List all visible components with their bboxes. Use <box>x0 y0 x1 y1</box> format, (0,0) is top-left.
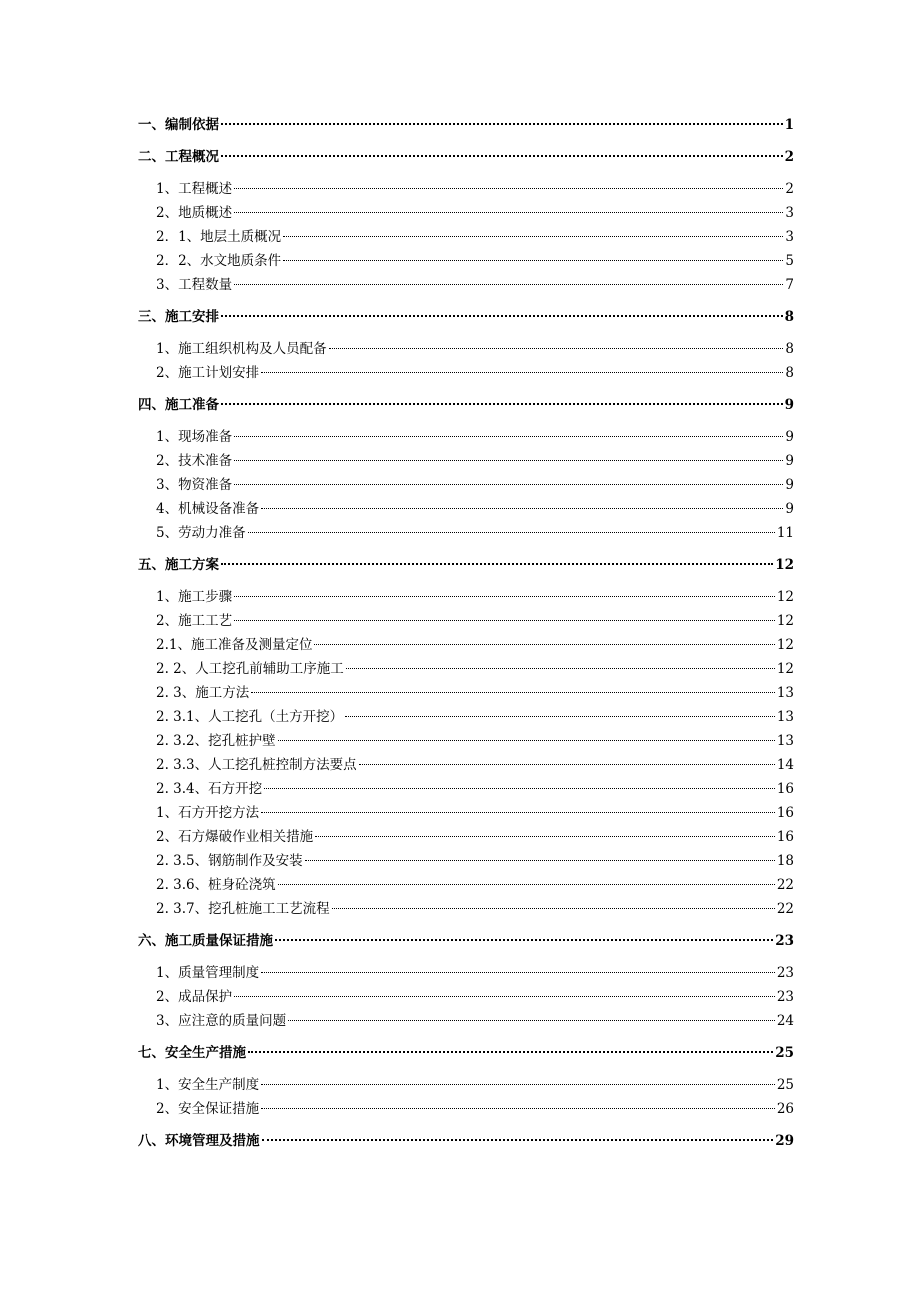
toc-dot-leader <box>264 788 775 789</box>
toc-entry-page-number: 12 <box>775 557 794 573</box>
toc-entry-title: 2. 3.5、钢筋制作及安装 <box>156 853 303 869</box>
toc-section-entry[interactable] <box>138 1073 794 1097</box>
toc-entry-page-number: 23 <box>775 933 794 949</box>
toc-entry-title: 1、石方开挖方法 <box>156 805 260 821</box>
toc-entry-page-number: 13 <box>776 685 794 701</box>
toc-entry-title: 七、安全生产措施 <box>138 1045 246 1061</box>
toc-entry-title: 2. 3.3、人工挖孔桩控制方法要点 <box>156 757 357 773</box>
toc-section-entry[interactable] <box>138 873 794 897</box>
toc-dot-leader <box>278 884 775 885</box>
toc-dot-leader <box>251 692 775 693</box>
toc-entry-title: 5、劳动力准备 <box>156 525 246 541</box>
toc-entry-title: 四、施工准备 <box>138 397 219 413</box>
toc-entry-page-number: 7 <box>785 277 794 293</box>
toc-section-entry[interactable] <box>138 985 794 1009</box>
toc-entry-page-number: 11 <box>776 525 794 541</box>
toc-entry-title: 三、施工安排 <box>138 309 219 325</box>
toc-section-entry[interactable] <box>138 1009 794 1033</box>
toc-dot-leader <box>234 212 783 213</box>
toc-entry-page-number: 9 <box>785 501 794 517</box>
toc-entry-title: 1、施工组织机构及人员配备 <box>156 341 327 357</box>
toc-entry-page-number: 9 <box>785 453 794 469</box>
toc-entry-title: 2．2、水文地质条件 <box>156 253 282 269</box>
toc-section-entry[interactable] <box>138 681 794 705</box>
toc-dot-leader <box>221 155 783 157</box>
toc-entry-page-number: 3 <box>785 205 794 221</box>
toc-entry-page-number: 12 <box>776 613 794 629</box>
toc-dot-leader <box>234 596 775 597</box>
toc-entry-page-number: 29 <box>775 1133 794 1149</box>
toc-dot-leader <box>346 668 775 669</box>
toc-entry-page-number: 3 <box>785 229 794 245</box>
toc-dot-leader <box>234 436 783 437</box>
toc-dot-leader <box>261 1108 775 1109</box>
toc-section-entry[interactable] <box>138 177 794 201</box>
toc-entry-title: 一、编制依据 <box>138 117 219 133</box>
toc-entry-title: 二、工程概况 <box>138 149 219 165</box>
toc-chapter-entry[interactable] <box>138 393 794 417</box>
toc-entry-title: 2. 3、施工方法 <box>156 685 250 701</box>
toc-chapter-entry[interactable] <box>138 1129 794 1153</box>
toc-section-entry[interactable] <box>138 729 794 753</box>
toc-entry-title: 六、施工质量保证措施 <box>138 933 273 949</box>
toc-section-entry[interactable] <box>138 801 794 825</box>
toc-dot-leader <box>262 1139 774 1141</box>
toc-entry-page-number: 23 <box>776 965 794 981</box>
toc-dot-leader <box>221 315 783 317</box>
toc-section-entry[interactable] <box>138 609 794 633</box>
toc-entry-title: 2、安全保证措施 <box>156 1101 260 1117</box>
toc-dot-leader <box>283 236 783 237</box>
toc-chapter-entry[interactable] <box>138 929 794 953</box>
toc-section-entry[interactable] <box>138 753 794 777</box>
toc-dot-leader <box>288 1020 775 1021</box>
toc-section-entry[interactable] <box>138 521 794 545</box>
toc-chapter-entry[interactable] <box>138 553 794 577</box>
toc-section-entry[interactable] <box>138 473 794 497</box>
toc-chapter-entry[interactable] <box>138 305 794 329</box>
toc-section-entry[interactable] <box>138 337 794 361</box>
toc-entry-page-number: 16 <box>776 805 794 821</box>
toc-section-entry[interactable] <box>138 585 794 609</box>
toc-section-entry[interactable] <box>138 497 794 521</box>
toc-entry-title: 1、安全生产制度 <box>156 1077 260 1093</box>
toc-entry-title: 2、石方爆破作业相关措施 <box>156 829 314 845</box>
toc-entry-page-number: 9 <box>784 397 794 413</box>
toc-section-entry[interactable] <box>138 657 794 681</box>
toc-entry-page-number: 14 <box>776 757 794 773</box>
toc-entry-title: 4、机械设备准备 <box>156 501 260 517</box>
toc-section-entry[interactable] <box>138 961 794 985</box>
toc-dot-leader <box>221 123 783 125</box>
toc-dot-leader <box>261 508 783 509</box>
toc-dot-leader <box>345 716 775 717</box>
toc-entry-page-number: 23 <box>776 989 794 1005</box>
toc-section-entry[interactable] <box>138 705 794 729</box>
toc-entry-title: 2、施工计划安排 <box>156 365 260 381</box>
toc-section-entry[interactable] <box>138 273 794 297</box>
toc-entry-page-number: 13 <box>776 709 794 725</box>
toc-dot-leader <box>248 532 775 533</box>
toc-entry-page-number: 24 <box>776 1013 794 1029</box>
toc-entry-page-number: 16 <box>776 829 794 845</box>
toc-dot-leader <box>234 460 783 461</box>
toc-entry-title: 2、地质概述 <box>156 205 233 221</box>
toc-entry-title: 1、质量管理制度 <box>156 965 260 981</box>
toc-entry-title: 2. 3.6、桩身砼浇筑 <box>156 877 276 893</box>
toc-entry-title: 2. 3.4、石方开挖 <box>156 781 263 797</box>
toc-section-entry[interactable] <box>138 897 794 921</box>
toc-chapter-entry[interactable] <box>138 145 794 169</box>
toc-section-entry[interactable] <box>138 1097 794 1121</box>
toc-entry-page-number: 1 <box>784 117 794 133</box>
toc-section-entry[interactable] <box>138 849 794 873</box>
toc-entry-title: 五、施工方案 <box>138 557 219 573</box>
toc-entry-title: 八、环境管理及措施 <box>138 1133 260 1149</box>
toc-entry-title: 1、施工步骤 <box>156 589 233 605</box>
toc-dot-leader <box>315 836 775 837</box>
toc-entry-title: 3、物资准备 <box>156 477 233 493</box>
toc-entry-title: 2.1、施工准备及测量定位 <box>156 637 313 653</box>
toc-section-entry[interactable] <box>138 777 794 801</box>
toc-entry-title: 3、工程数量 <box>156 277 233 293</box>
toc-dot-leader <box>261 812 775 813</box>
toc-section-entry[interactable] <box>138 361 794 385</box>
toc-entry-page-number: 2 <box>784 149 794 165</box>
toc-entry-page-number: 18 <box>776 853 794 869</box>
toc-entry-title: 2. 2、人工挖孔前辅助工序施工 <box>156 661 344 677</box>
toc-entry-title: 2. 3.2、挖孔桩护壁 <box>156 733 276 749</box>
table-of-contents <box>138 113 794 1161</box>
toc-dot-leader <box>221 403 783 405</box>
toc-dot-leader <box>261 372 783 373</box>
toc-entry-page-number: 22 <box>776 901 794 917</box>
toc-entry-title: 1、工程概述 <box>156 181 233 197</box>
toc-dot-leader <box>283 260 783 261</box>
toc-dot-leader <box>305 860 775 861</box>
toc-section-entry[interactable] <box>138 249 794 273</box>
toc-chapter-entry[interactable] <box>138 113 794 137</box>
toc-entry-page-number: 9 <box>785 429 794 445</box>
toc-dot-leader <box>248 1051 773 1053</box>
toc-dot-leader <box>314 644 774 645</box>
toc-entry-page-number: 22 <box>776 877 794 893</box>
toc-dot-leader <box>278 740 775 741</box>
toc-entry-title: 2. 3.7、挖孔桩施工工艺流程 <box>156 901 330 917</box>
toc-dot-leader <box>234 284 783 285</box>
toc-entry-page-number: 25 <box>776 1077 794 1093</box>
toc-dot-leader <box>329 348 784 349</box>
toc-dot-leader <box>234 188 783 189</box>
toc-dot-leader <box>261 972 775 973</box>
toc-entry-page-number: 26 <box>776 1101 794 1117</box>
toc-dot-leader <box>275 939 773 941</box>
toc-entry-page-number: 8 <box>785 341 794 357</box>
toc-entry-title: 2．1、地层土质概况 <box>156 229 282 245</box>
toc-entry-title: 1、现场准备 <box>156 429 233 445</box>
toc-entry-title: 2. 3.1、人工挖孔（土方开挖） <box>156 709 344 725</box>
toc-section-entry[interactable] <box>138 449 794 473</box>
toc-entry-page-number: 16 <box>776 781 794 797</box>
toc-chapter-entry[interactable] <box>138 1041 794 1065</box>
toc-dot-leader <box>234 996 775 997</box>
toc-dot-leader <box>234 484 783 485</box>
toc-entry-page-number: 13 <box>776 733 794 749</box>
toc-section-entry[interactable] <box>138 225 794 249</box>
toc-entry-page-number: 5 <box>785 253 794 269</box>
toc-entry-page-number: 12 <box>776 637 794 653</box>
toc-dot-leader <box>332 908 775 909</box>
toc-entry-page-number: 12 <box>776 661 794 677</box>
toc-entry-page-number: 8 <box>785 365 794 381</box>
toc-entry-page-number: 2 <box>785 181 794 197</box>
toc-entry-page-number: 9 <box>785 477 794 493</box>
toc-entry-title: 2、施工工艺 <box>156 613 233 629</box>
toc-entry-page-number: 8 <box>784 309 794 325</box>
toc-entry-title: 2、成品保护 <box>156 989 233 1005</box>
toc-dot-leader <box>234 620 775 621</box>
toc-entry-title: 3、应注意的质量问题 <box>156 1013 287 1029</box>
toc-entry-title: 2、技术准备 <box>156 453 233 469</box>
toc-section-entry[interactable] <box>138 201 794 225</box>
toc-section-entry[interactable] <box>138 825 794 849</box>
toc-dot-leader <box>221 563 773 565</box>
toc-section-entry[interactable] <box>138 633 794 657</box>
toc-dot-leader <box>359 764 775 765</box>
toc-section-entry[interactable] <box>138 425 794 449</box>
toc-dot-leader <box>261 1084 775 1085</box>
toc-entry-page-number: 12 <box>776 589 794 605</box>
toc-entry-page-number: 25 <box>775 1045 794 1061</box>
